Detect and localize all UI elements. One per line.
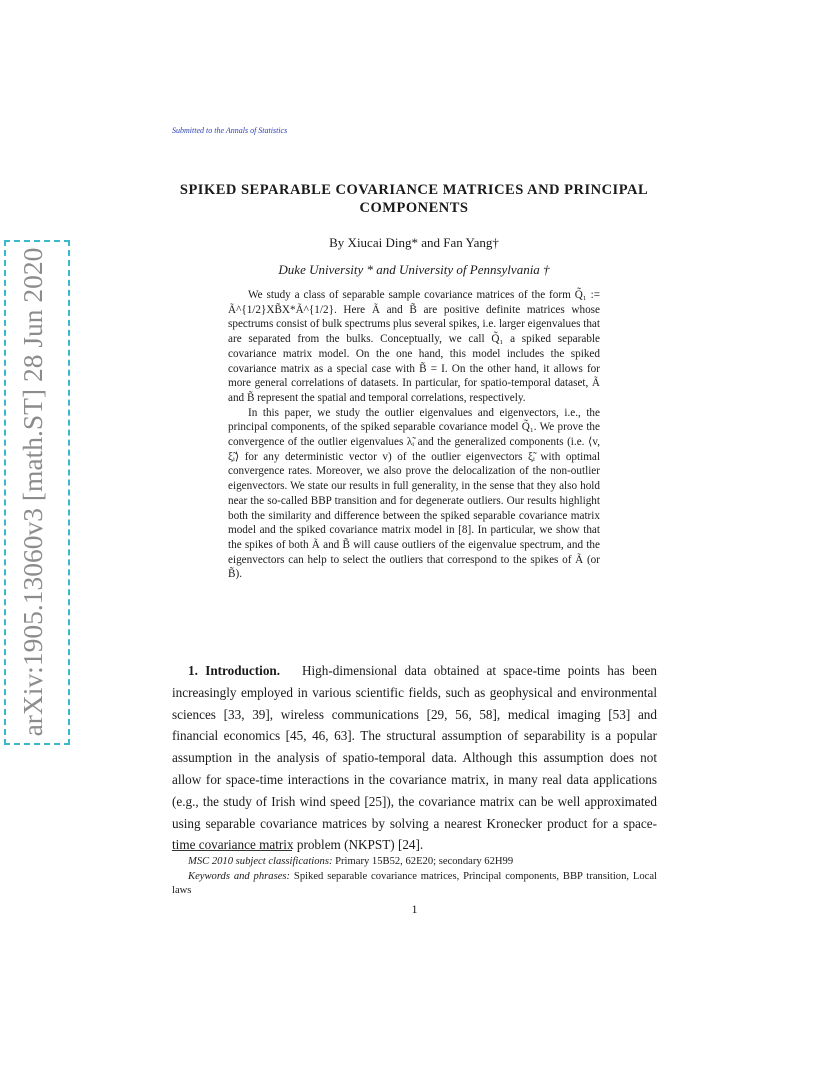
msc-footnote	[172, 855, 657, 870]
introduction-paragraph	[172, 660, 657, 856]
section-heading: 1. Introduction.	[188, 663, 281, 678]
abstract	[228, 288, 600, 582]
footnotes	[172, 855, 657, 899]
author-line: By Xiucai Ding* and Fan Yang†	[329, 235, 499, 250]
submission-note[interactable]: Submitted to the Annals of Statistics	[172, 126, 288, 135]
introduction-section	[172, 660, 657, 856]
keywords-footnote	[172, 870, 657, 899]
paper-title: SPIKED SEPARABLE COVARIANCE MATRICES AND PRINCIPAL COMPONENTS	[179, 182, 649, 216]
page-number: 1	[411, 902, 418, 916]
affiliation-line: Duke University * and University of Pennsylvania †	[278, 262, 550, 277]
arxiv-identifier: arXiv:1905.13060v3 [math.ST] 28 Jun 2020	[17, 247, 48, 737]
keywords-label: Keywords and phrases:	[188, 870, 291, 882]
introduction-text: High-dimensional data obtained at space-time points has been increasingly employed in various scientific fields, such as geophysical and environmental sciences [33, 39], wireless communications [29, 56, 58], medical imaging [53] and financial economics [45, 46, 63]. The structural assumption of separability is a popular assumption in the analysis of spatio-temporal data. Although this assumption does not allow for space-time interactions in the covariance matrix, in many real data applications (e.g., the study of Irish wind speed [25]), the covariance matrix can be well approximated using separable covariance matrices by solving a nearest Kronecker product for a space-time covariance matrix problem (NKPST) [24].	[172, 663, 658, 853]
abstract-paragraph-1: We study a class of separable sample covariance matrices of the form Q̃₁ := Ã^{1/2}XB̃X*Ã^{1/2}. Here Ã and B̃ are positive definite matrices whose spectrums consist of bulk spectrums plus several spikes, i.e. larger eigenvalues that are separated from the bulks. Conceptually, we call Q̃₁ a spiked separable covariance matrix model. On the one hand, this model includes the spiked covariance matrix as a special case with B̃ = I. On the other hand, it allows for more general correlations of datasets. In particular, for spatio-temporal dataset, Ã and B̃ represent the spatial and temporal correlations, respectively.	[228, 289, 601, 404]
keywords-text: Spiked separable covariance matrices, Principal components, BBP transition, Local laws	[172, 870, 658, 896]
msc-label: MSC 2010 subject classifications:	[188, 856, 333, 867]
abstract-paragraph-2: In this paper, we study the outlier eigenvalues and eigenvectors, i.e., the principal components, of the spiked separable covariance model Q̃₁. We prove the convergence of the outlier eigenvalues λ̃ᵢ and the generalized components (i.e. ⟨v, ξ̃ᵢ⟩ for any deterministic vector v) of the outlier eigenvectors ξ̃ᵢ with optimal convergence rates. Moreover, we also prove the delocalization of the non-outlier eigenvectors. We state our results in full generality, in the sense that they also hold near the so-called BBP transition and for degenerate outliers. Our results highlight both the similarity and difference between the spiked separable covariance matrix model and the spiked covariance matrix model in [8]. In particular, we show that the spikes of both Ã and B̃ will cause outliers of the eigenvalue spectrum, and the eigenvectors can help to select the outliers that correspond to the spikes of Ã (or B̃).	[228, 406, 600, 581]
msc-text: Primary 15B52, 62E20; secondary 62H99	[335, 856, 514, 867]
footnote-divider	[172, 850, 292, 851]
